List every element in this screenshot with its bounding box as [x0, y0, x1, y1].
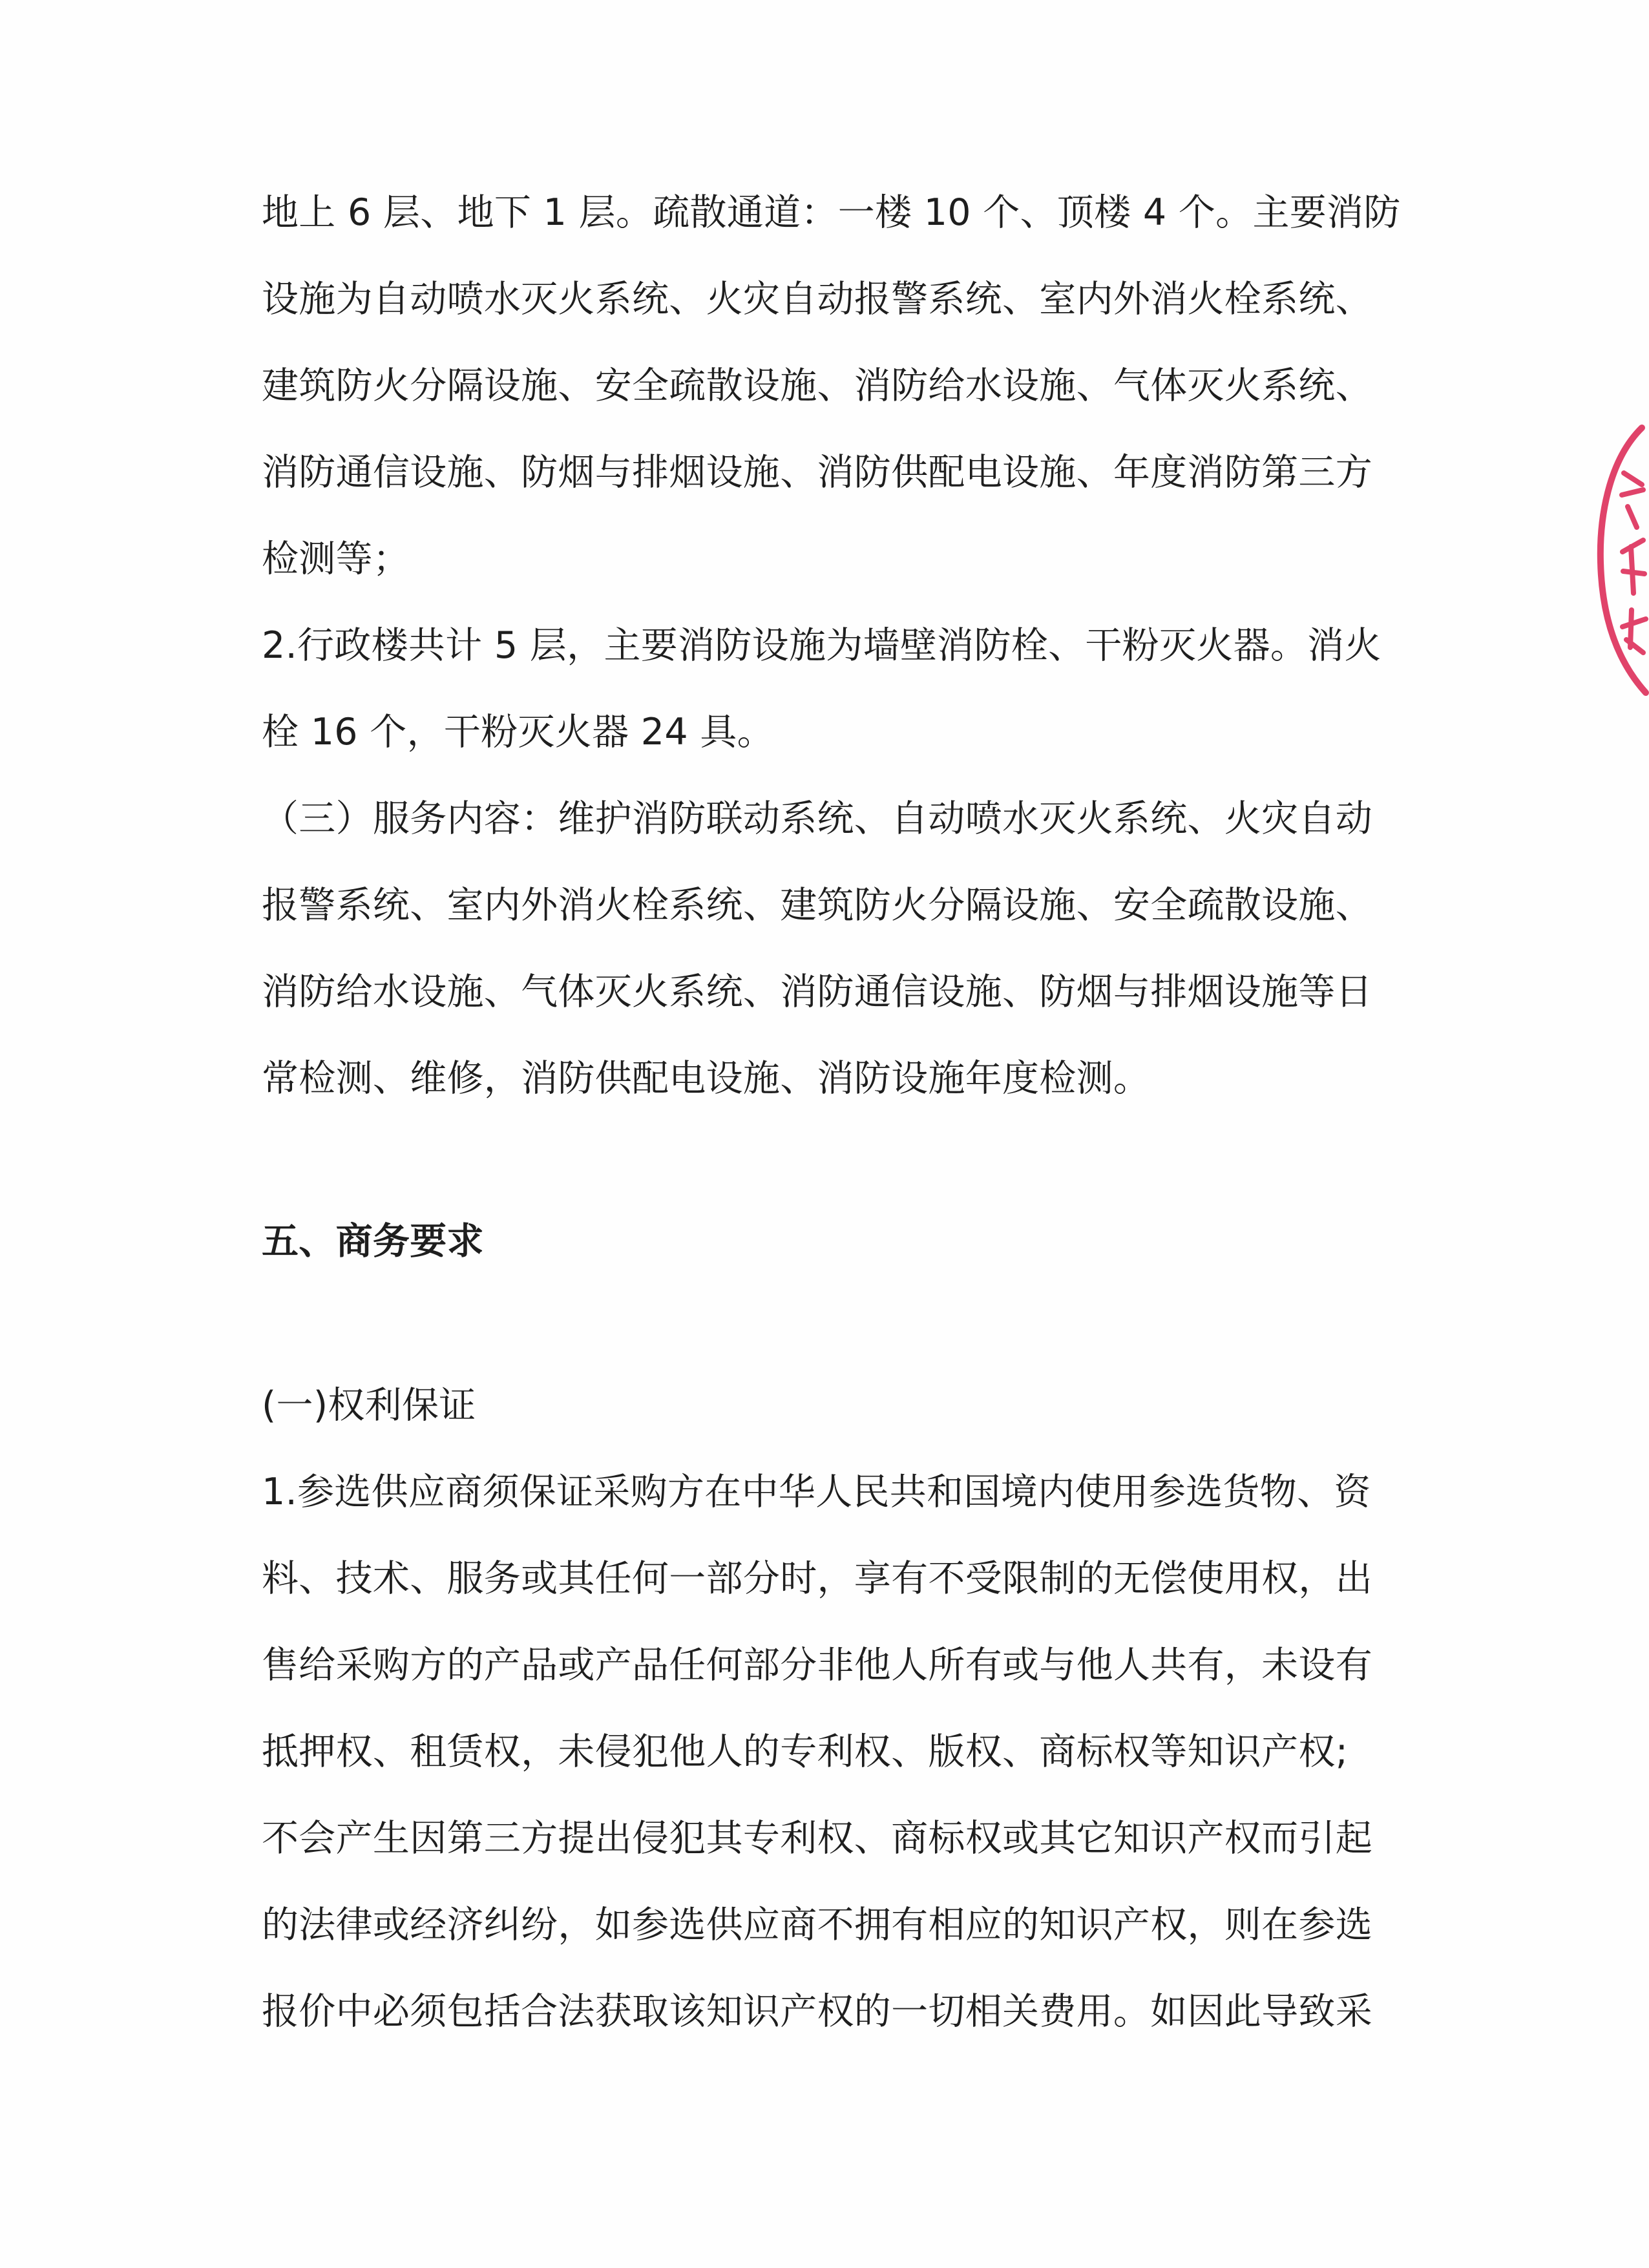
section-five-heading: 五、商务要求 — [262, 1220, 484, 1263]
section-four-continued — [262, 169, 1399, 1122]
text-line: 常检测、维修，消防供配电设施、消防设施年度检测。 — [262, 1057, 1151, 1100]
text-line: 2.行政楼共计 5 层，主要消防设施为墙壁消防栓、干粉灭火器。消火 — [262, 624, 1381, 667]
seal-mark — [1586, 414, 1649, 698]
text-line: 建筑防火分隔设施、安全疏散设施、消防给水设施、气体灭火系统、 — [262, 364, 1372, 407]
text-line: 不会产生因第三方提出侵犯其专利权、商标权或其它知识产权而引起 — [262, 1817, 1372, 1860]
text-line: 的法律或经济纠纷，如参选供应商不拥有相应的知识产权，则在参选 — [262, 1904, 1372, 1946]
text-line: 售给采购方的产品或产品任何部分非他人所有或与他人共有，未设有 — [262, 1644, 1372, 1686]
subsection-title: (一)权利保证 — [262, 1384, 476, 1427]
text-line: 1.参选供应商须保证采购方在中华人民共和国境内使用参选货物、资 — [262, 1471, 1371, 1513]
text-line: 报警系统、室内外消火栓系统、建筑防火分隔设施、安全疏散设施、 — [262, 884, 1372, 927]
text-line: 设施为自动喷水灭火系统、火灾自动报警系统、室内外消火栓系统、 — [262, 278, 1372, 320]
text-line: 地上 6 层、地下 1 层。疏散通道：一楼 10 个、顶楼 4 个。主要消防 — [262, 191, 1401, 234]
text-line: 抵押权、租赁权，未侵犯他人的专利权、版权、商标权等知识产权; — [262, 1730, 1349, 1773]
text-line: （三）服务内容：维护消防联动系统、自动喷水灭火系统、火灾自动 — [262, 797, 1372, 840]
text-line: 报价中必须包括合法获取该知识产权的一切相关费用。如因此导致采 — [262, 1990, 1372, 2033]
text-line: 料、技术、服务或其任何一部分时，享有不受限制的无偿使用权，出 — [262, 1557, 1372, 1600]
text-line: 消防通信设施、防烟与排烟设施、消防供配电设施、年度消防第三方 — [262, 451, 1372, 494]
text-line: 栓 16 个，干粉灭火器 24 具。 — [262, 711, 774, 753]
seal-stamp-fragment — [1586, 414, 1649, 698]
section-five-body — [262, 1362, 1399, 2055]
document-body — [262, 169, 1399, 2055]
text-line: 消防给水设施、气体灭火系统、消防通信设施、防烟与排烟设施等日 — [262, 971, 1372, 1013]
text-line: 检测等； — [262, 538, 410, 580]
